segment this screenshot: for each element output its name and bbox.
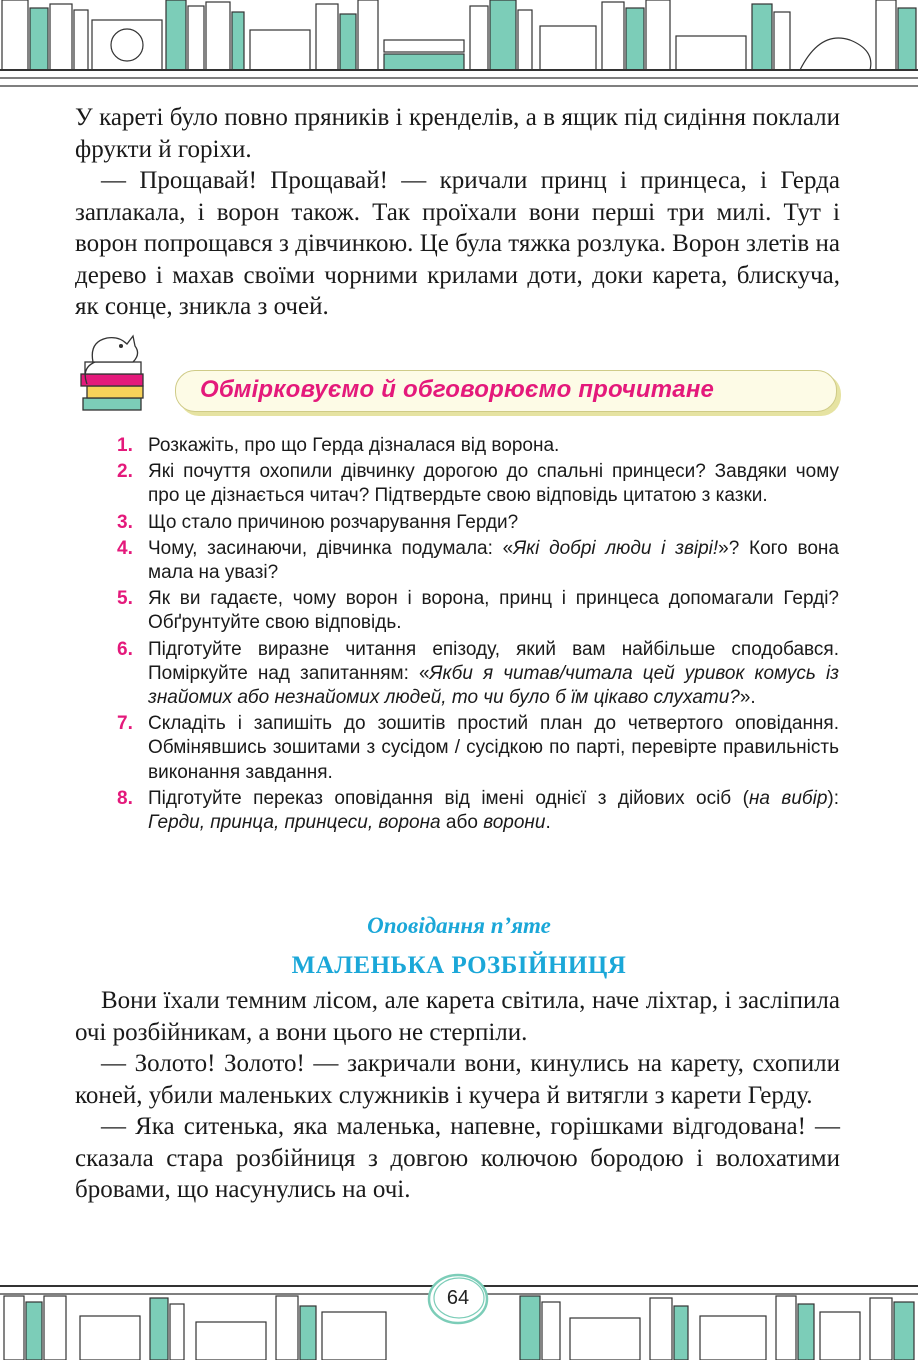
question-emphasis: ворони — [483, 812, 546, 834]
story-paragraph: Вони їхали темним лісом, але карета світила, наче ліхтар, і засліпила очі розбійникам, а вони цього не стерпіли. — [75, 987, 840, 1046]
question-text: Які почуття охопили дівчинку дорогою до спальні принцеси? Завдяки чому про це дізнається читач? Підтвердьте свою відповідь цитатою з казки. — [148, 461, 839, 507]
cat-on-books-icon — [75, 332, 185, 418]
list-item — [117, 537, 839, 585]
question-number: 1. — [117, 435, 133, 456]
page-number: 64 — [446, 1287, 470, 1309]
question-text: Підготуйте переказ оповідання від імені однієї з дійових осіб ( — [148, 787, 749, 809]
list-item — [117, 434, 839, 458]
question-number: 5. — [117, 588, 133, 610]
question-text: ». — [739, 687, 756, 709]
story-paragraph: — Яка ситенька, яка маленька, напевне, горішками відгодована! — сказала стара розбійниця з довгою колючою бородою і волохатими бровами, що насунулись на очі. — [75, 1113, 840, 1203]
story-subtitle: Оповідання п’яте — [367, 913, 551, 938]
question-text: . — [545, 812, 551, 834]
section-title: Обмірковуємо й обговорюємо прочитане — [200, 376, 715, 403]
list-item — [117, 587, 839, 635]
question-text: Складіть і запишіть до зошитів простий план до четвертого оповідання. Обмінявшись зошитами з сусідом / сусідкою по парті, перевірте правильність виконання завдання. — [148, 713, 839, 783]
question-text: Що стало причиною розчарування Герди? — [148, 511, 519, 533]
intro-paragraph: У кареті було повно пряників і кренделів, а в ящик під сидіння поклали фрукти й горіхи. — [75, 104, 840, 163]
question-number: 4. — [117, 537, 133, 559]
list-item — [117, 787, 839, 835]
question-text: Чому, засинаючи, дівчинка подумала: « — [148, 537, 514, 559]
intro-paragraph: — Прощавай! Прощавай! — кричали принц і принцеса, і Герда заплакала, і ворон також. Так проїхали вони перші три милі. Тут і ворон попрощався з дівчинкою. Це була тяжка розлука. Ворон злетів на дерево і махав своїми чорними крилами доти, доки карета, блискуча, як сонце, зникла з очей. — [75, 167, 840, 320]
question-number: 6. — [117, 638, 133, 660]
story-title: МАЛЕНЬКА РОЗБІЙНИЦЯ — [291, 952, 627, 979]
story-text — [75, 985, 840, 1206]
intro-text — [75, 102, 840, 323]
top-bookshelf-illustration — [0, 0, 918, 88]
question-number: 3. — [117, 511, 133, 533]
story-paragraph: — Золото! Золото! — закричали вони, кинулись на карету, схопили коней, убили маленьких служників і кучера й витягли з карети Герду. — [75, 1050, 840, 1109]
section-banner — [75, 332, 840, 422]
question-number: 8. — [117, 787, 133, 809]
list-item — [117, 511, 839, 535]
question-emphasis: на вибір — [748, 787, 828, 809]
question-quote: Які добрі люди і звірі! — [513, 537, 719, 559]
page-number-badge — [425, 1268, 491, 1328]
question-text: Розкажіть, про що Герда дізналася від ворона. — [148, 435, 560, 456]
question-emphasis: Герди, принца, принцеси, ворона — [148, 812, 441, 834]
question-text: або — [440, 812, 484, 834]
question-list — [117, 434, 839, 837]
list-item — [117, 712, 839, 785]
question-text: ): — [827, 787, 839, 809]
question-text: Як ви гадаєте, чому ворон і ворона, принц і принцеса допомагали Герді? Обґрунтуйте свою відповідь. — [148, 588, 839, 634]
question-text: »? Кого вона мала на увазі? — [148, 537, 839, 584]
list-item — [117, 460, 839, 508]
list-item — [117, 638, 839, 711]
question-text: Підготуйте виразне читання епізоду, який вам найбільше сподобався. Поміркуйте над запитанням: « — [148, 638, 839, 684]
question-quote: Якби я читав/читала цей уривок комусь із знайомих або незнайомих людей, то чи було б їм цікаво слухати? — [148, 662, 839, 709]
question-number: 2. — [117, 461, 133, 483]
question-number: 7. — [117, 713, 133, 735]
